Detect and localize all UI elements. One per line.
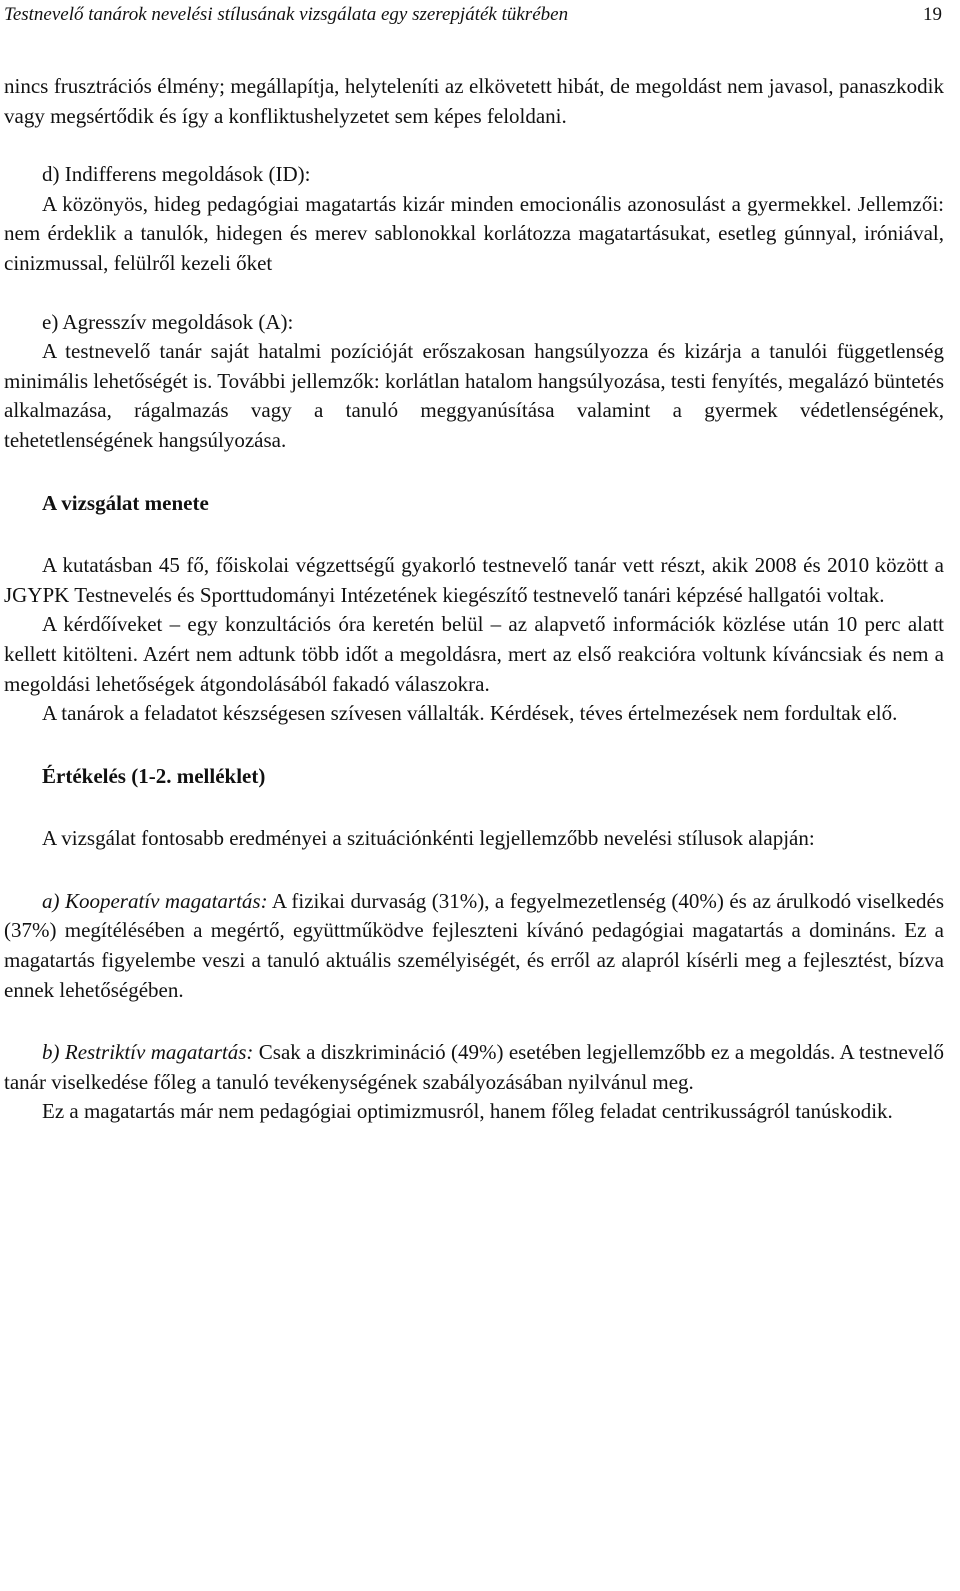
page-body (4, 72, 944, 1127)
method-paragraph-1: A kutatásban 45 fő, főiskolai végzettségű gyakorló testnevelő tanár vett részt, akik 2008 és 2010 között a JGYPK Testnevelés és Sporttudományi Intézetének kiegészítő testnevelő tanári képzésé hallgatói voltak. (4, 553, 944, 607)
section-a-text: A fizikai durvaság (31%), a fegyelmezetlenség (40%) és az árulkodó viselkedés (37%) megítélésében a megértő, együttműködve fejleszteni kívánó pedagógiai magatartás a domináns. Ez a magatartás figyelembe veszi a tanuló aktuális személyiségét, és erről az alapról kísérli meg a fejlesztést, bízva ennek lehetőségében. (4, 888, 945, 1002)
method-paragraph-2: A kérdőíveket – egy konzultációs óra keretén belül – az alapvető információk közlése után 10 perc alatt kellett kitölteni. Azért nem adtunk több időt a megoldásra, mert az első reakcióra voltunk kíváncsiak és nem a megoldási lehetőségek átgondolásából fakadó válaszokra. (4, 612, 944, 696)
section-b-label: b) Restriktív magatartás: (42, 1040, 254, 1065)
running-title: Testnevelő tanárok nevelési stílusának vizsgálata egy szerepjáték tükrében (4, 4, 569, 25)
section-e-title: e) Agresszív megoldások (A): (42, 309, 294, 334)
page-number: 19 (923, 4, 942, 25)
section-d-title: d) Indifferens megoldások (ID): (42, 162, 311, 187)
results-intro: A vizsgálat fontosabb eredményei a szituációnkénti legjellemzőbb nevelési stílusok alapján: (42, 826, 815, 851)
section-a-label: a) Kooperatív magatartás: (42, 888, 268, 913)
section-a-paragraph (4, 887, 944, 1005)
section-d-text: A közönyös, hideg pedagógiai magatartás kizár minden emocionális azonosulást a gyermekkel. Jellemzői: nem érdeklik a tanulók, hidegen és merev sablonokkal korlátozza magatartásukat, esetleg gúnnyal, iróniával, cinizmussal, felülről kezeli őket (4, 191, 944, 275)
running-header (4, 4, 942, 26)
section-b-text: Csak a diszkrimináció (49%) esetében legjellemzőbb ez a megoldás. A testnevelő tanár viselkedése főleg a tanuló tevékenységének szabályozásában nyilvánul meg. (4, 1040, 945, 1094)
heading-evaluation: Értékelés (1-2. melléklet) (42, 763, 266, 788)
paragraph: nincs frusztrációs élmény; megállapítja, helyteleníti az elkövetett hibát, de megoldást nem javasol, panaszkodik vagy megsértődik és így a konfliktushelyzetet sem képes feloldani. (4, 74, 944, 128)
heading-method: A vizsgálat menete (42, 490, 209, 515)
section-b-paragraph (4, 1038, 944, 1097)
section-e-text: A testnevelő tanár saját hatalmi pozícióját erőszakosan hangsúlyozza és kizárja a tanulói függetlenség minimális lehetőségét is. További jellemzők: korlátlan hatalom hangsúlyozása, testi fenyítés, megalázó büntetés alkalmazása, rágalmazás vagy a tanuló meggyanúsítása valamint a gyermek védetlenségének, tehetetlenségének hangsúlyozása. (4, 339, 944, 452)
method-paragraph-3: A tanárok a feladatot készségesen szívesen vállalták. Kérdések, téves értelmezések nem fordultak elő. (42, 701, 898, 726)
section-b-paragraph-2: Ez a magatartás már nem pedagógiai optimizmusról, hanem főleg feladat centrikusságról tanúskodik. (42, 1099, 893, 1124)
